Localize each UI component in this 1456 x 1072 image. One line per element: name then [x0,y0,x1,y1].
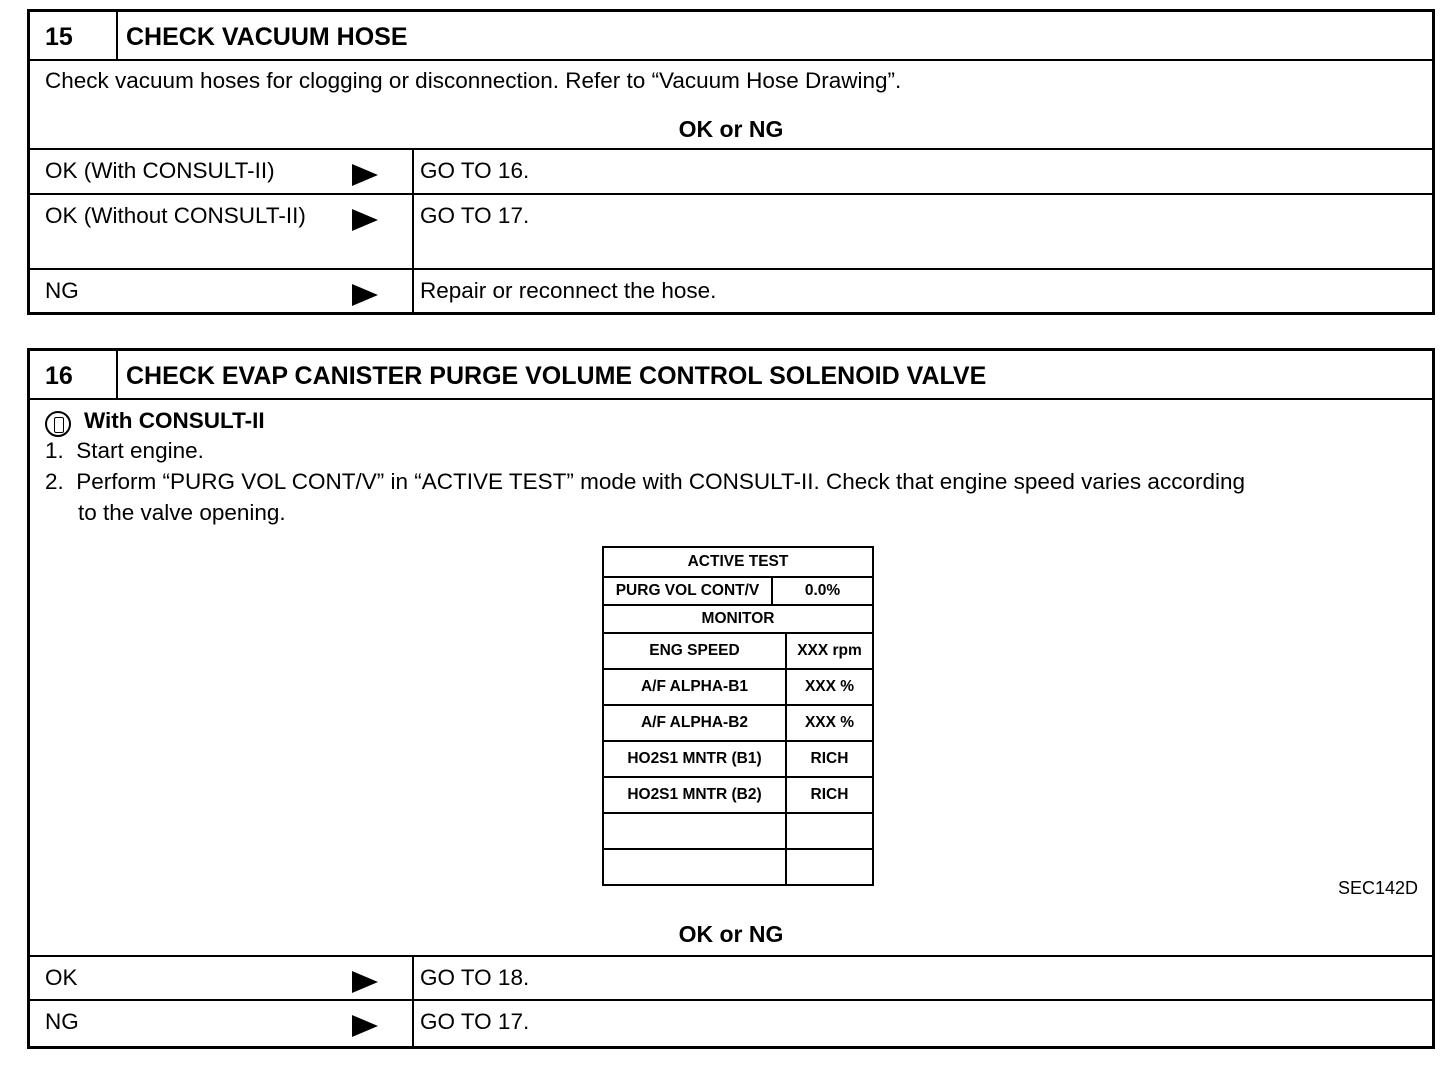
step-number: 15 [30,12,118,59]
result-row-ok-without-consult [30,193,1432,268]
arrow-right-icon [352,971,378,993]
result-condition: NG [45,1009,79,1034]
monitor-item [603,813,786,849]
step-title: CHECK VACUUM HOSE [126,23,408,51]
active-test-item: PURG VOL CONT/V [604,578,772,604]
result-action: GO TO 17. [420,1009,530,1034]
step-15-box [27,9,1435,315]
monitor-value: RICH [786,741,873,777]
monitor-value: RICH [786,777,873,813]
procedure-step-2-cont: to the valve opening. [78,500,286,525]
result-row-ok [30,955,1432,999]
instruction-text: Check vacuum hoses for clogging or disconnection. Refer to “Vacuum Hose Drawing”. [45,68,902,93]
arrow-right-icon [352,284,378,306]
monitor-value: XXX % [786,669,873,705]
result-row-ng [30,268,1432,312]
monitor-value: XXX rpm [786,633,873,669]
figure-code: SEC142D [1337,878,1418,898]
arrow-right-icon [352,1015,378,1037]
procedure-step-2: 2. Perform “PURG VOL CONT/V” in “ACTIVE TEST” mode with CONSULT-II. Check that engine speed varies according [45,469,1245,494]
result-action: GO TO 17. [420,203,530,228]
with-consult-label: With CONSULT-II [84,408,265,433]
active-test-value: 0.0% [804,582,841,599]
ok-or-ng-heading: OK or NG [678,921,784,947]
monitor-item: ENG SPEED [603,633,786,669]
result-row-ok-with-consult [30,148,1432,193]
monitor-item: A/F ALPHA-B1 [603,669,786,705]
step-16-box [27,348,1435,1049]
procedure-step-1: 1. Start engine. [45,438,204,463]
monitor-value [786,813,873,849]
arrow-right-icon [352,209,378,231]
monitor-item [603,849,786,885]
monitor-value: XXX % [786,705,873,741]
result-action: GO TO 16. [420,158,530,183]
result-action: GO TO 18. [420,965,530,990]
monitor-item: HO2S1 MNTR (B1) [603,741,786,777]
active-test-title: ACTIVE TEST [603,547,873,577]
result-condition: OK (With CONSULT-II) [45,158,275,183]
monitor-item: HO2S1 MNTR (B2) [603,777,786,813]
step-header [30,351,1432,400]
ok-or-ng-heading: OK or NG [678,116,784,142]
step-header [30,12,1432,61]
result-condition: NG [45,278,79,303]
result-condition: OK (Without CONSULT-II) [45,203,306,228]
result-row-ng [30,999,1432,1046]
step-title: CHECK EVAP CANISTER PURGE VOLUME CONTROL SOLENOID VALVE [126,362,987,390]
monitor-item: A/F ALPHA-B2 [603,705,786,741]
consult-icon [45,411,71,437]
result-action: Repair or reconnect the hose. [420,278,717,303]
arrow-right-icon [352,164,378,186]
step-number: 16 [30,351,118,398]
result-condition: OK [45,965,78,990]
monitor-value [786,849,873,885]
monitor-heading: MONITOR [603,605,873,633]
active-test-screen [602,546,874,886]
